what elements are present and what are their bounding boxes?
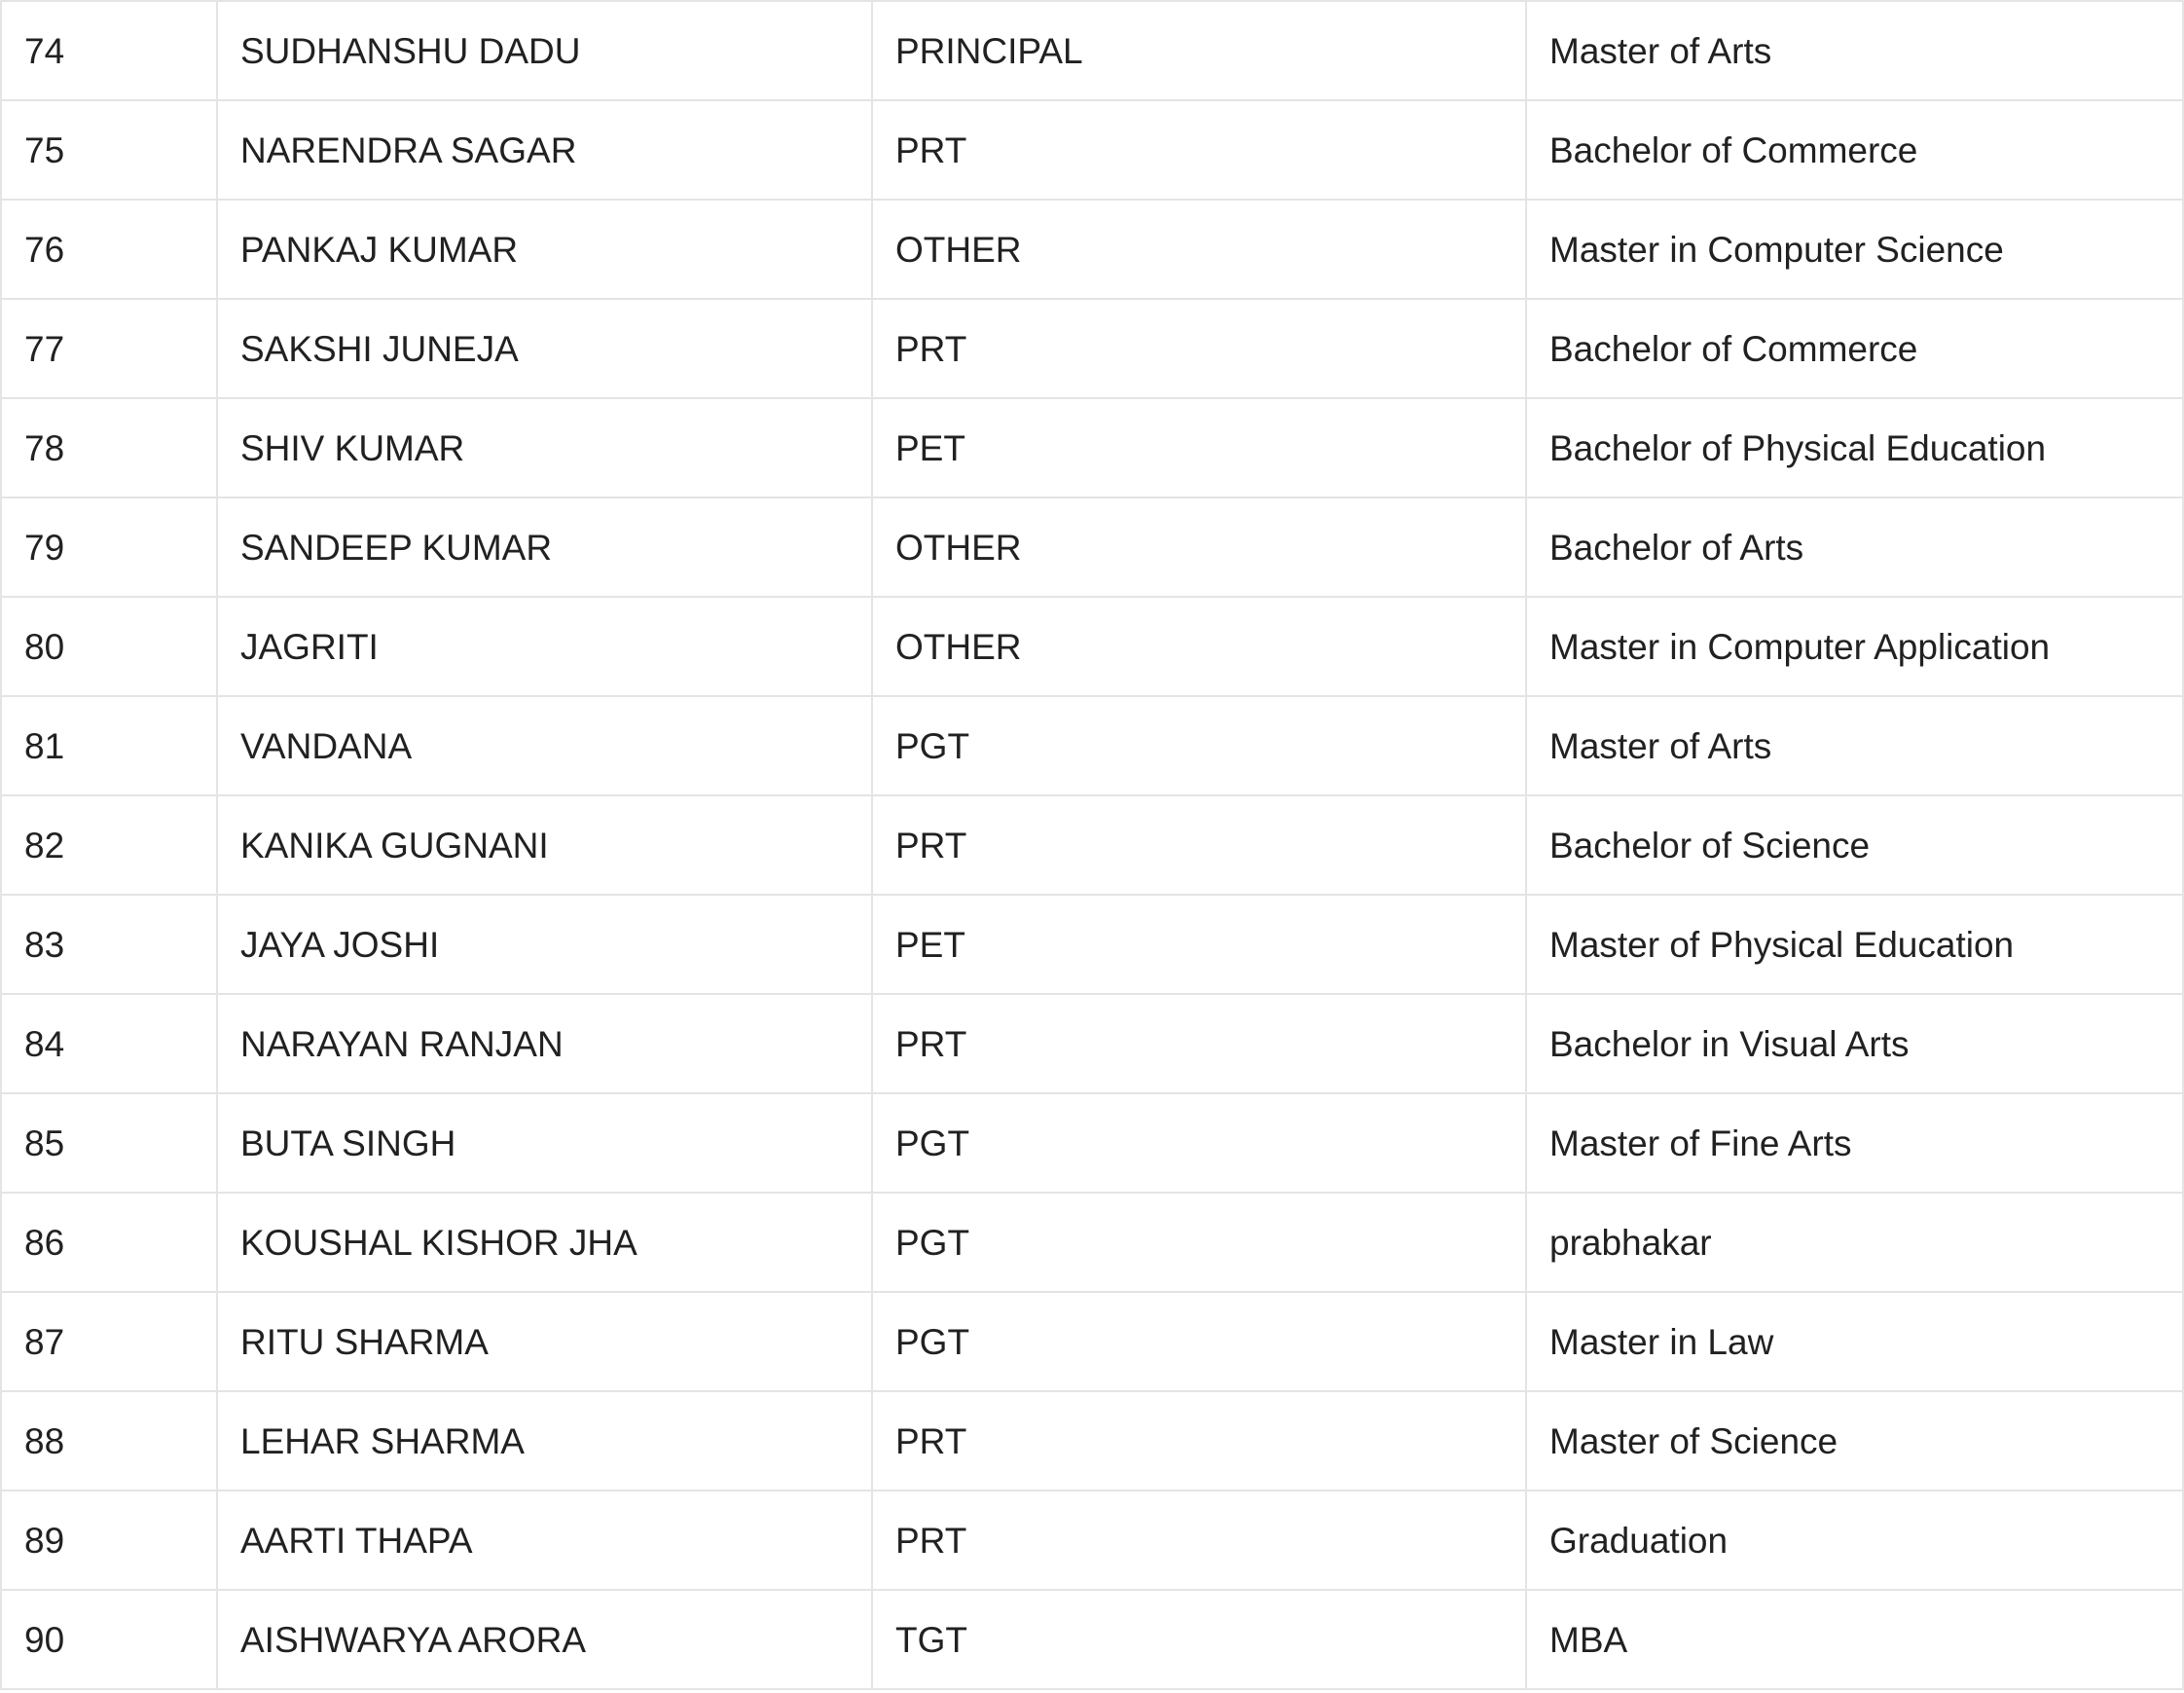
serial-number-cell: 88 [1, 1391, 217, 1491]
serial-number-cell: 78 [1, 398, 217, 497]
serial-number-cell: 74 [1, 1, 217, 100]
qualification-cell: Master in Law [1526, 1292, 2183, 1391]
serial-number-cell: 75 [1, 100, 217, 200]
qualification-cell: Bachelor of Arts [1526, 497, 2183, 597]
serial-number-cell: 84 [1, 994, 217, 1093]
staff-name-cell: PANKAJ KUMAR [217, 200, 872, 299]
table-row [1, 1093, 2183, 1193]
table-row [1, 795, 2183, 895]
staff-name-cell: NARENDRA SAGAR [217, 100, 872, 200]
serial-number-cell: 90 [1, 1590, 217, 1689]
designation-cell: PRINCIPAL [872, 1, 1526, 100]
serial-number-cell: 77 [1, 299, 217, 398]
designation-cell: TGT [872, 1590, 1526, 1689]
serial-number-cell: 89 [1, 1491, 217, 1590]
qualification-cell: prabhakar [1526, 1193, 2183, 1292]
designation-cell: PGT [872, 1292, 1526, 1391]
staff-name-cell: KANIKA GUGNANI [217, 795, 872, 895]
staff-name-cell: SUDHANSHU DADU [217, 1, 872, 100]
staff-name-cell: JAGRITI [217, 597, 872, 696]
serial-number-cell: 83 [1, 895, 217, 994]
serial-number-cell: 86 [1, 1193, 217, 1292]
serial-number-cell: 87 [1, 1292, 217, 1391]
serial-number-cell: 82 [1, 795, 217, 895]
designation-cell: PRT [872, 299, 1526, 398]
designation-cell: OTHER [872, 200, 1526, 299]
staff-name-cell: SAKSHI JUNEJA [217, 299, 872, 398]
serial-number-cell: 80 [1, 597, 217, 696]
designation-cell: PET [872, 895, 1526, 994]
qualification-cell: Master of Fine Arts [1526, 1093, 2183, 1193]
designation-cell: PRT [872, 994, 1526, 1093]
serial-number-cell: 81 [1, 696, 217, 795]
qualification-cell: Graduation [1526, 1491, 2183, 1590]
table-row [1, 1, 2183, 100]
table-row [1, 895, 2183, 994]
table-row [1, 1292, 2183, 1391]
table-row [1, 597, 2183, 696]
designation-cell: PRT [872, 1391, 1526, 1491]
designation-cell: PRT [872, 795, 1526, 895]
qualification-cell: Master of Physical Education [1526, 895, 2183, 994]
table-row [1, 994, 2183, 1093]
staff-name-cell: AARTI THAPA [217, 1491, 872, 1590]
designation-cell: PGT [872, 1193, 1526, 1292]
qualification-cell: Bachelor of Science [1526, 795, 2183, 895]
designation-cell: PET [872, 398, 1526, 497]
table-row [1, 200, 2183, 299]
qualification-cell: Bachelor of Commerce [1526, 100, 2183, 200]
staff-name-cell: NARAYAN RANJAN [217, 994, 872, 1093]
qualification-cell: Bachelor of Physical Education [1526, 398, 2183, 497]
table-row [1, 1590, 2183, 1689]
qualification-cell: MBA [1526, 1590, 2183, 1689]
staff-table-body [1, 1, 2183, 1689]
staff-name-cell: LEHAR SHARMA [217, 1391, 872, 1491]
qualification-cell: Master of Science [1526, 1391, 2183, 1491]
designation-cell: PRT [872, 100, 1526, 200]
staff-name-cell: BUTA SINGH [217, 1093, 872, 1193]
serial-number-cell: 76 [1, 200, 217, 299]
qualification-cell: Master of Arts [1526, 1, 2183, 100]
table-row [1, 497, 2183, 597]
table-row [1, 696, 2183, 795]
designation-cell: OTHER [872, 497, 1526, 597]
table-row [1, 1391, 2183, 1491]
table-row [1, 100, 2183, 200]
staff-name-cell: SANDEEP KUMAR [217, 497, 872, 597]
staff-name-cell: SHIV KUMAR [217, 398, 872, 497]
staff-name-cell: RITU SHARMA [217, 1292, 872, 1391]
serial-number-cell: 85 [1, 1093, 217, 1193]
staff-name-cell: VANDANA [217, 696, 872, 795]
designation-cell: PGT [872, 1093, 1526, 1193]
qualification-cell: Master in Computer Application [1526, 597, 2183, 696]
table-row [1, 1193, 2183, 1292]
designation-cell: PRT [872, 1491, 1526, 1590]
qualification-cell: Bachelor of Commerce [1526, 299, 2183, 398]
designation-cell: PGT [872, 696, 1526, 795]
designation-cell: OTHER [872, 597, 1526, 696]
table-row [1, 398, 2183, 497]
serial-number-cell: 79 [1, 497, 217, 597]
qualification-cell: Master in Computer Science [1526, 200, 2183, 299]
staff-name-cell: KOUSHAL KISHOR JHA [217, 1193, 872, 1292]
qualification-cell: Master of Arts [1526, 696, 2183, 795]
qualification-cell: Bachelor in Visual Arts [1526, 994, 2183, 1093]
staff-name-cell: JAYA JOSHI [217, 895, 872, 994]
table-row [1, 1491, 2183, 1590]
staff-name-cell: AISHWARYA ARORA [217, 1590, 872, 1689]
table-row [1, 299, 2183, 398]
